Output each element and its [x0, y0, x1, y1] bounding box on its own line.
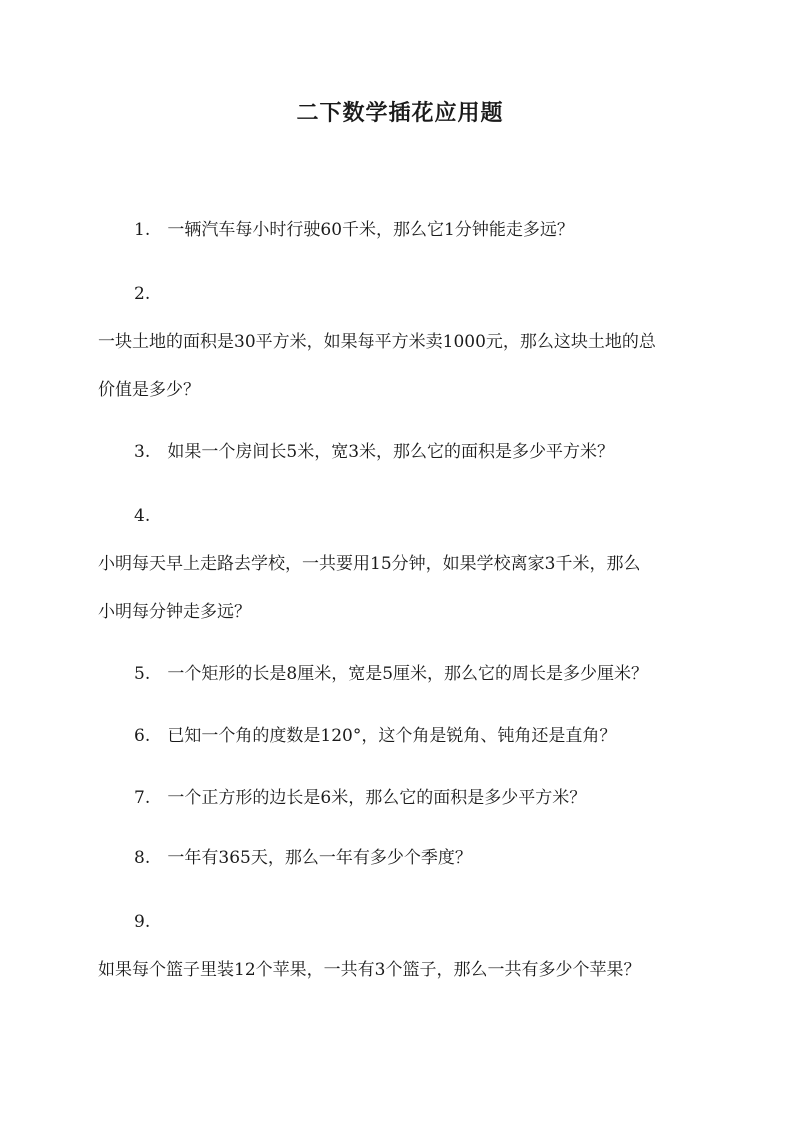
question-8: [134, 846, 472, 870]
question-6: [134, 724, 616, 748]
question-3: [134, 440, 614, 464]
question-number: 1.: [134, 220, 151, 240]
question-2-text-line-2: 价值是多少？: [98, 380, 200, 400]
question-text: 一年有365天，那么一年有多少个季度？: [167, 848, 472, 868]
question-7: [134, 786, 586, 810]
question-number: 3.: [134, 442, 151, 462]
question-text: 已知一个角的度数是120°，这个角是锐角、钝角还是直角？: [167, 726, 617, 746]
question-2-number: 2.: [134, 284, 151, 304]
question-text: 一个矩形的长是8厘米，宽是5厘米，那么它的周长是多少厘米？: [167, 664, 649, 684]
question-4-text-line-1: 小明每天早上走路去学校，一共要用15分钟，如果学校离家3千米，那么: [98, 554, 641, 574]
question-number: 5.: [134, 664, 151, 684]
question-text: 一个正方形的边长是6米，那么它的面积是多少平方米？: [167, 788, 587, 808]
question-2-text-line-1: 一块土地的面积是30平方米，如果每平方米卖1000元，那么这块土地的总: [98, 332, 656, 352]
question-number: 8.: [134, 848, 151, 868]
question-1: [134, 218, 574, 242]
question-9-text-line-1: 如果每个篮子里装12个苹果，一共有3个篮子，那么一共有多少个苹果？: [98, 960, 641, 980]
document-title: 二下数学插花应用题: [296, 100, 504, 126]
question-number: 6.: [134, 726, 151, 746]
question-4-number: 4.: [134, 506, 151, 526]
question-number: 7.: [134, 788, 151, 808]
question-text: 如果一个房间长5米，宽3米，那么它的面积是多少平方米？: [167, 442, 615, 462]
question-5: [134, 662, 648, 686]
question-4-text-line-2: 小明每分钟走多远？: [98, 602, 251, 622]
question-text: 一辆汽车每小时行驶60千米，那么它1分钟能走多远？: [167, 220, 574, 240]
question-9-number: 9.: [134, 912, 151, 932]
